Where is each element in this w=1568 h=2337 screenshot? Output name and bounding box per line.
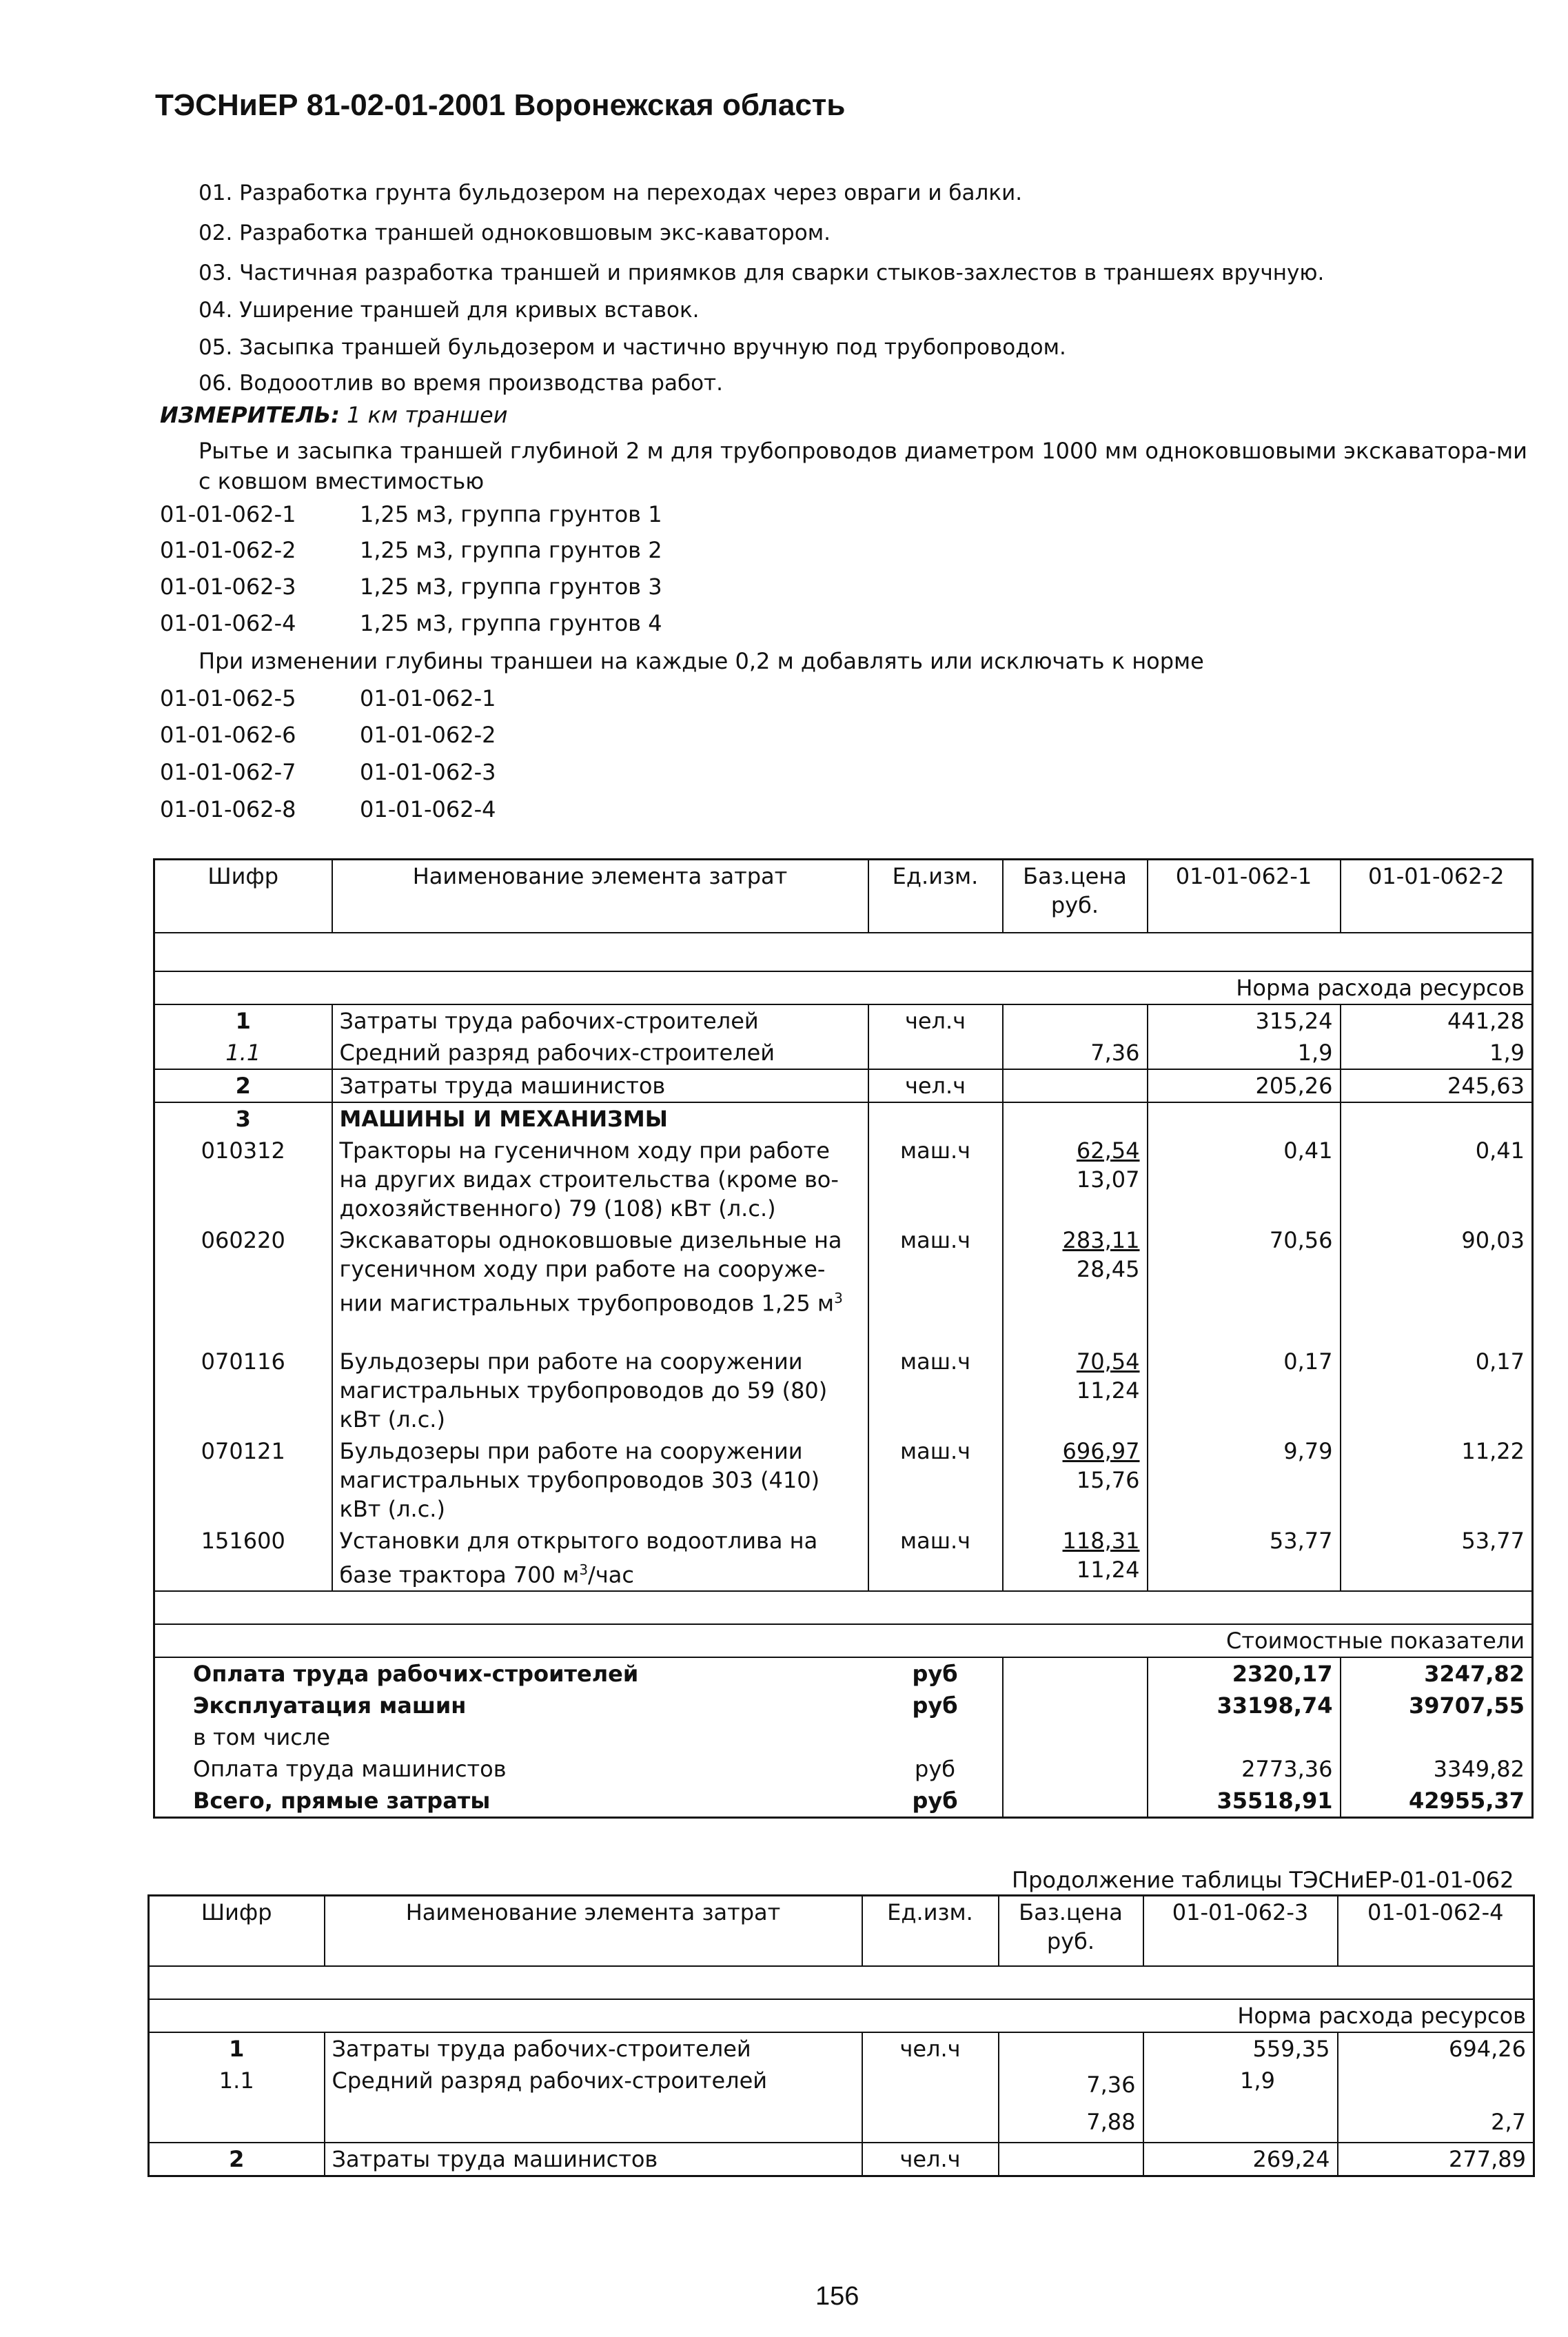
row-unit <box>868 1037 1003 1069</box>
table-row <box>154 1004 1533 1037</box>
price-total: 283,11 <box>1062 1226 1140 1253</box>
table-row <box>149 2143 1534 2176</box>
row-value-1: 1,9 <box>1148 1037 1341 1069</box>
col-header-code: Шифр <box>149 1896 325 1966</box>
cost-unit: руб <box>868 1690 1003 1721</box>
machine-value-2: 0,17 <box>1475 1348 1525 1375</box>
row-code: 3 <box>154 1102 332 1135</box>
col-header-price <box>999 1896 1143 1966</box>
section-spacer <box>149 1966 1534 1999</box>
code-desc: 1,25 м3, группа грунтов 1 <box>360 501 662 527</box>
col-header-unit: Ед.изм. <box>868 860 1003 933</box>
machine-row <box>154 1346 1533 1435</box>
code-desc: 1,25 м3, группа грунтов 2 <box>360 537 662 563</box>
code-desc: 1,25 м3, группа грунтов 4 <box>360 610 662 636</box>
row-value-1: 559,35 <box>1143 2032 1338 2065</box>
page-number: 156 <box>815 2282 859 2311</box>
machine-name-cell <box>332 1525 868 1592</box>
work-item: 04. Уширение траншей для кривых вставок. <box>198 298 700 323</box>
machine-name: Бульдозеры при работе на сооружении магистральных трубопроводов 303 (410) кВт (л.с.) <box>332 1435 868 1525</box>
col-header-norm-4: 01-01-062-4 <box>1338 1896 1534 1966</box>
col-header-price <box>1003 860 1148 933</box>
work-item: 06. Водооотлив во время производства работ. <box>198 371 723 396</box>
cost-value-1: 2773,36 <box>1148 1753 1341 1785</box>
row-value-2 <box>1338 2065 1534 2143</box>
machine-price <box>1003 1435 1148 1525</box>
row-unit: чел.ч <box>862 2032 999 2065</box>
price-wage: 15,76 <box>1076 1466 1140 1493</box>
col-header-norm-1: 01-01-062-1 <box>1148 860 1341 933</box>
machine-value-1: 0,41 <box>1148 1135 1341 1224</box>
price-wage: 11,24 <box>1076 1377 1140 1404</box>
machine-code: 010312 <box>154 1135 332 1224</box>
row-unit: чел.ч <box>862 2143 999 2176</box>
price-currency: руб. <box>1050 892 1099 918</box>
machine-name: Установки для открытого водоотлива на базе трактора 700 м <box>339 1527 818 1588</box>
price-label: Баз.цена <box>1023 863 1127 889</box>
row-name: Затраты труда рабочих-строителей <box>332 1004 868 1037</box>
machine-name: Тракторы на гусеничном ходу при работе на других видах строительства (кроме во-дохозяйственного) 79 (108) кВт (л.с.) <box>332 1135 868 1224</box>
continuation-caption: Продолжение таблицы ТЭСНиЕР-01-01-062 <box>1012 1867 1514 1893</box>
row-value-1: 1,9 <box>1143 2065 1338 2143</box>
machine-code: 151600 <box>154 1525 332 1592</box>
row-value-1: 269,24 <box>1143 2143 1338 2176</box>
price-currency: руб. <box>1046 1928 1095 1954</box>
cost-row <box>154 1785 1533 1818</box>
row-code: 1 <box>154 1004 332 1037</box>
depth-ref: 01-01-062-3 <box>360 759 496 785</box>
section-costs: Стоимостные показатели <box>154 1624 1533 1657</box>
table-header <box>154 860 1533 933</box>
cost-row <box>154 1657 1533 1690</box>
cost-name: Оплата труда рабочих-строителей <box>193 1661 639 1688</box>
cost-value-1: 33198,74 <box>1148 1690 1341 1721</box>
machine-value-1: 53,77 <box>1148 1525 1341 1592</box>
row-name: МАШИНЫ И МЕХАНИЗМЫ <box>332 1102 868 1135</box>
section-row-machines <box>154 1102 1533 1135</box>
cost-row <box>154 1721 1533 1753</box>
col-header-name: Наименование элемента затрат <box>325 1896 862 1966</box>
row-code: 1.1 <box>154 1037 332 1069</box>
cost-unit: руб <box>868 1785 1003 1818</box>
row-name: Средний разряд рабочих-строителей <box>325 2065 862 2143</box>
code-id: 01-01-062-3 <box>160 574 296 600</box>
depth-ref: 01-01-062-2 <box>360 722 496 748</box>
row-code: 2 <box>154 1069 332 1102</box>
machine-value-2: 53,77 <box>1461 1527 1525 1554</box>
measure-line <box>160 402 508 428</box>
section-resources: Норма расхода ресурсов <box>149 1999 1534 2032</box>
col-header-norm-2: 01-01-062-2 <box>1341 860 1533 933</box>
row-code: 1.1 <box>149 2065 325 2143</box>
machine-unit: маш.ч <box>868 1525 1003 1592</box>
machine-value-2: 11,22 <box>1461 1437 1525 1464</box>
code-id: 01-01-062-4 <box>160 610 296 636</box>
section-resources: Норма расхода ресурсов <box>154 971 1533 1004</box>
row-value-1: 315,24 <box>1148 1004 1341 1037</box>
cost-value-1: 35518,91 <box>1148 1785 1341 1818</box>
depth-note: При изменении глубины траншеи на каждые 0,2 м добавлять или исключать к норме <box>198 648 1204 674</box>
price-total: 696,97 <box>1062 1437 1140 1464</box>
price-wage: 11,24 <box>1076 1556 1140 1583</box>
machine-value-1: 70,56 <box>1148 1224 1341 1346</box>
cost-unit: руб <box>868 1753 1003 1785</box>
machine-value-2: 90,03 <box>1461 1226 1525 1253</box>
cost-unit: руб <box>868 1657 1003 1690</box>
row-name: Средний разряд рабочих-строителей <box>332 1037 868 1069</box>
cost-name: Эксплуатация машин <box>193 1692 467 1719</box>
price-label: Баз.цена <box>1019 1899 1123 1925</box>
price-wage: 28,45 <box>1076 1255 1140 1282</box>
price-total: 62,54 <box>1076 1137 1140 1164</box>
row-price: 7,36 <box>1003 1037 1148 1069</box>
section-spacer <box>154 1591 1533 1624</box>
cost-row <box>154 1690 1533 1721</box>
page-title: ТЭСНиЕР 81-02-01-2001 Воронежская область <box>155 88 846 122</box>
row-code: 1 <box>149 2032 325 2065</box>
code-id: 01-01-062-2 <box>160 537 296 563</box>
col-header-norm-3: 01-01-062-3 <box>1143 1896 1338 1966</box>
table-row <box>154 1037 1533 1069</box>
work-item: 02. Разработка траншей одноковшовым экс-каватором. <box>198 221 831 245</box>
work-item: 01. Разработка грунта бульдозером на переходах через овраги и балки. <box>198 181 1023 205</box>
cost-name: Оплата труда машинистов <box>193 1756 507 1783</box>
value-b: 2,7 <box>1491 2108 1526 2135</box>
table-row <box>149 2032 1534 2065</box>
row-price <box>1003 1069 1148 1102</box>
machine-price <box>1003 1224 1148 1346</box>
machine-unit: маш.ч <box>868 1435 1003 1525</box>
col-header-name: Наименование элемента затрат <box>332 860 868 933</box>
resource-table-2 <box>147 1894 1535 2177</box>
machine-price <box>1003 1135 1148 1224</box>
row-value-2: 1,9 <box>1489 1039 1525 1066</box>
table-row <box>149 2065 1534 2143</box>
depth-code: 01-01-062-6 <box>160 722 296 748</box>
work-item: 05. Засыпка траншей бульдозером и частично вручную под трубопроводом. <box>198 335 1066 360</box>
price-a: 7,36 <box>1086 2071 1136 2098</box>
table-header <box>149 1896 1534 1966</box>
superscript: 3 <box>579 1561 589 1578</box>
resource-table-1 <box>153 858 1534 1819</box>
machine-name: Экскаваторы одноковшовые дизельные на гусеничном ходу при работе на сооруже-нии магистральных трубопроводов 1,25 м <box>339 1226 842 1317</box>
row-value-2: 441,28 <box>1447 1007 1525 1034</box>
cost-value-2: 3349,82 <box>1433 1756 1525 1783</box>
machine-row <box>154 1224 1533 1346</box>
row-value-2: 277,89 <box>1338 2143 1534 2176</box>
machine-unit: маш.ч <box>868 1224 1003 1346</box>
code-desc: 1,25 м3, группа грунтов 3 <box>360 574 662 600</box>
cost-value-1: 2320,17 <box>1148 1657 1341 1690</box>
row-value-2: 694,26 <box>1449 2035 1526 2062</box>
machine-code: 060220 <box>154 1224 332 1346</box>
cost-value-2: 3247,82 <box>1424 1661 1525 1688</box>
cost-value-2: 42955,37 <box>1408 1788 1525 1814</box>
price-b: 7,88 <box>1086 2108 1136 2135</box>
machine-value-1: 9,79 <box>1148 1435 1341 1525</box>
machine-unit: маш.ч <box>868 1346 1003 1435</box>
machine-value-1: 0,17 <box>1148 1346 1341 1435</box>
depth-code: 01-01-062-8 <box>160 796 296 822</box>
row-code: 2 <box>149 2143 325 2176</box>
machine-code: 070116 <box>154 1346 332 1435</box>
machine-unit: маш.ч <box>868 1135 1003 1224</box>
col-header-code: Шифр <box>154 860 332 933</box>
col-header-unit: Ед.изм. <box>862 1896 999 1966</box>
cost-row <box>154 1753 1533 1785</box>
depth-ref: 01-01-062-1 <box>360 685 496 711</box>
table-row <box>154 1069 1533 1102</box>
measure-label: ИЗМЕРИТЕЛЬ: <box>160 402 340 428</box>
machine-row <box>154 1135 1533 1224</box>
row-price <box>999 2065 1143 2143</box>
cost-value-2: 39707,55 <box>1408 1692 1525 1719</box>
cost-name: в том числе <box>193 1724 330 1751</box>
row-unit: чел.ч <box>868 1069 1003 1102</box>
depth-code: 01-01-062-5 <box>160 685 296 711</box>
machine-row <box>154 1525 1533 1592</box>
cost-name: Всего, прямые затраты <box>193 1788 491 1814</box>
work-description: Рытье и засыпка траншей глубиной 2 м для трубопроводов диаметром 1000 мм одноковшовыми экскаватора-ми с ковшом вместимостью <box>198 438 1527 494</box>
machine-code: 070121 <box>154 1435 332 1525</box>
depth-code: 01-01-062-7 <box>160 759 296 785</box>
work-item: 03. Частичная разработка траншей и приямков для сварки стыков-захлестов в траншеях вручную. <box>198 261 1325 285</box>
row-name: Затраты труда рабочих-строителей <box>325 2032 862 2065</box>
depth-ref: 01-01-062-4 <box>360 796 496 822</box>
price-total: 70,54 <box>1076 1348 1140 1375</box>
row-value-1: 205,26 <box>1148 1069 1341 1102</box>
machine-value-2: 0,41 <box>1475 1137 1525 1164</box>
row-price <box>1003 1004 1148 1037</box>
row-value-2: 245,63 <box>1341 1069 1533 1102</box>
row-unit: чел.ч <box>868 1004 1003 1037</box>
machine-price <box>1003 1346 1148 1435</box>
section-spacer <box>154 933 1533 971</box>
price-total: 118,31 <box>1062 1527 1140 1554</box>
row-name: Затраты труда машинистов <box>332 1069 868 1102</box>
code-id: 01-01-062-1 <box>160 501 296 527</box>
machine-price <box>1003 1525 1148 1592</box>
measure-value: 1 км траншеи <box>347 402 508 428</box>
price-wage: 13,07 <box>1076 1166 1140 1193</box>
machine-row <box>154 1435 1533 1525</box>
row-name: Затраты труда машинистов <box>325 2143 862 2176</box>
machine-name-tail: /час <box>588 1561 634 1588</box>
superscript: 3 <box>834 1289 843 1306</box>
machine-name: Бульдозеры при работе на сооружении магистральных трубопроводов до 59 (80) кВт (л.с.) <box>332 1346 868 1435</box>
machine-name-cell <box>332 1224 868 1346</box>
